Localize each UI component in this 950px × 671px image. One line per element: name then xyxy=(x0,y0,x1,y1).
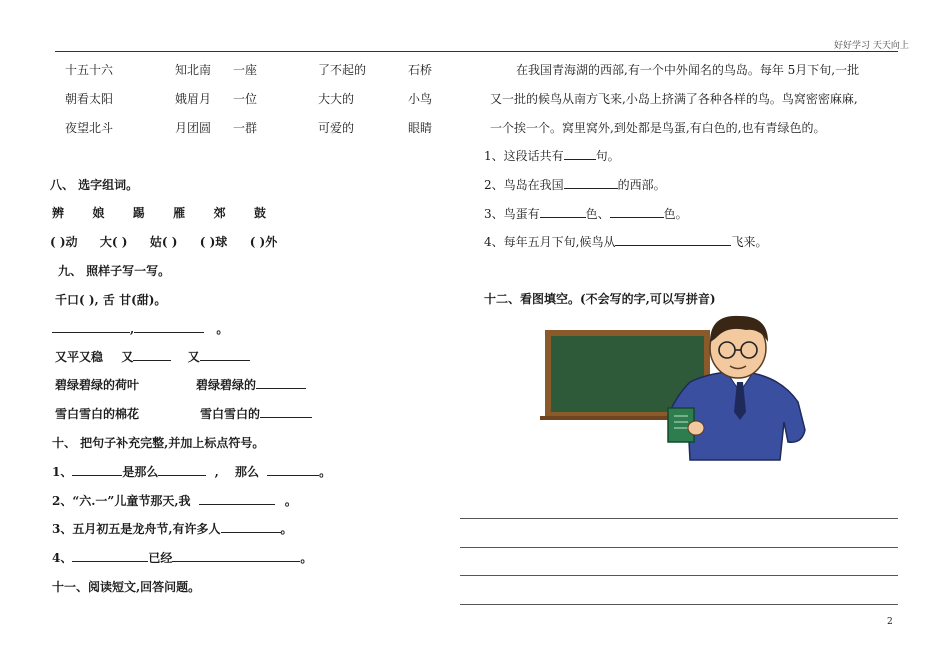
section11-title: 十一、阅读短文,回答问题。 xyxy=(52,580,201,594)
match-col5-item: 石桥 xyxy=(408,63,433,77)
prompt-text: 碧绿碧绿的 xyxy=(196,378,257,392)
char-option: 雁 xyxy=(173,206,186,220)
match-col3-item: 一座 xyxy=(233,63,258,77)
section8-blanks xyxy=(50,233,277,250)
match-col3-item: 一位 xyxy=(233,92,258,106)
question-text: 是那么 xyxy=(122,465,159,479)
writing-line[interactable] xyxy=(460,604,898,605)
match-col4-item: 可爱的 xyxy=(318,121,355,135)
section9-line1 xyxy=(52,320,228,337)
word-blank[interactable]: ( )外 xyxy=(249,235,278,249)
word-blank[interactable]: 姑( ) xyxy=(149,235,178,249)
question-text: 句。 xyxy=(595,149,620,163)
example-text: 又平又稳 xyxy=(55,350,104,364)
period: 。 xyxy=(216,322,229,336)
section9-prompt3 xyxy=(196,376,306,393)
match-col2-item: 娥眉月 xyxy=(175,92,212,106)
char-option: 辨 xyxy=(52,206,65,220)
match-col5-item: 小鸟 xyxy=(408,92,433,106)
passage-line: 又一批的候鸟从南方飞来,小岛上挤满了各种各样的鸟。鸟窝密密麻麻, xyxy=(490,92,858,106)
prompt-text: 又 xyxy=(187,350,200,364)
section10-q1 xyxy=(52,463,331,480)
word-blank[interactable]: ( )球 xyxy=(199,235,228,249)
answer-blank[interactable] xyxy=(133,348,171,361)
reading-q2 xyxy=(484,176,666,193)
question-text: 色、 xyxy=(585,207,610,221)
answer-blank[interactable] xyxy=(158,463,206,476)
header-motto: 好好学习 天天向上 xyxy=(834,41,909,51)
answer-blank[interactable] xyxy=(615,233,731,246)
period: 。 xyxy=(319,465,332,479)
section10-q4 xyxy=(52,549,312,566)
question-number: 4、 xyxy=(52,551,73,565)
question-text: 4、每年五月下旬,候鸟从 xyxy=(484,235,616,249)
writing-line[interactable] xyxy=(460,575,898,576)
reading-q1 xyxy=(484,147,620,164)
match-col4-item: 大大的 xyxy=(318,92,355,106)
char-option: 踢 xyxy=(132,206,145,220)
answer-blank[interactable] xyxy=(540,205,586,218)
section10-q2 xyxy=(52,492,297,509)
word-blank[interactable]: 大( ) xyxy=(99,235,128,249)
match-col4-item: 了不起的 xyxy=(318,63,367,77)
match-col1-item: 夜望北斗 xyxy=(65,121,114,135)
answer-blank[interactable] xyxy=(200,348,250,361)
answer-blank[interactable] xyxy=(72,549,148,562)
answer-blank[interactable] xyxy=(256,376,306,389)
answer-blank[interactable] xyxy=(564,147,596,160)
separator: , xyxy=(130,322,135,336)
match-col1-item: 十五十六 xyxy=(65,63,114,77)
question-text: 2、鸟岛在我国 xyxy=(484,178,564,192)
question-text: 已经 xyxy=(148,551,173,565)
section8-chars xyxy=(52,204,266,221)
char-option: 郊 xyxy=(213,206,226,220)
question-text: 3、五月初五是龙舟节,有许多人 xyxy=(52,522,221,536)
section9-title: 九、 照样子写一写。 xyxy=(58,264,171,278)
char-option: 鼓 xyxy=(253,206,266,220)
section10-q3 xyxy=(52,520,293,537)
question-text: 飞来。 xyxy=(731,235,768,249)
question-text: 的西部。 xyxy=(617,178,666,192)
question-text: 2、“六.一”儿童节那天,我 xyxy=(52,494,191,508)
match-col2-item: 知北南 xyxy=(175,63,212,77)
prompt-text: 又 xyxy=(121,350,134,364)
match-col1-item: 朝看太阳 xyxy=(65,92,114,106)
question-text: 3、鸟蛋有 xyxy=(484,207,540,221)
answer-blank[interactable] xyxy=(72,463,122,476)
period: 。 xyxy=(280,522,293,536)
section9-example4: 雪白雪白的棉花 xyxy=(55,407,140,421)
answer-blank[interactable] xyxy=(172,549,300,562)
period: 。 xyxy=(300,551,313,565)
question-number: 1、 xyxy=(52,465,73,479)
match-col3-item: 一群 xyxy=(233,121,258,135)
section10-title: 十、 把句子补充完整,并加上标点符号。 xyxy=(52,436,265,450)
section8-title: 八、 选字组词。 xyxy=(50,178,139,192)
header-rule xyxy=(55,51,898,52)
passage-line: 一个挨一个。窝里窝外,到处都是鸟蛋,有白色的,也有青绿色的。 xyxy=(490,121,826,135)
answer-blank[interactable] xyxy=(221,520,281,533)
match-col2-item: 月团圆 xyxy=(175,121,212,135)
section9-example1: 千口( ), 舌 甘(甜)。 xyxy=(55,293,167,307)
section12-title: 十二、看图填空。(不会写的字,可以写拼音) xyxy=(484,292,716,306)
question-text: 1、这段话共有 xyxy=(484,149,564,163)
separator: , xyxy=(214,465,219,479)
answer-blank[interactable] xyxy=(134,320,204,333)
question-text: 那么 xyxy=(234,465,259,479)
answer-blank[interactable] xyxy=(564,176,618,189)
prompt-text: 雪白雪白的 xyxy=(200,407,261,421)
answer-blank[interactable] xyxy=(610,205,664,218)
word-blank[interactable]: ( )动 xyxy=(50,235,78,249)
reading-q3 xyxy=(484,205,688,222)
match-col5-item: 眼睛 xyxy=(408,121,433,135)
section9-line2 xyxy=(55,348,250,365)
passage-line: 在我国青海湖的西部,有一个中外闻名的鸟岛。每年 5月下旬,一批 xyxy=(516,63,860,77)
answer-blank[interactable] xyxy=(260,405,312,418)
period: 。 xyxy=(284,494,297,508)
answer-blank[interactable] xyxy=(52,320,130,333)
writing-line[interactable] xyxy=(460,547,898,548)
reading-q4 xyxy=(484,233,767,250)
page-number: 2 xyxy=(887,617,893,627)
teacher-illustration xyxy=(540,312,810,462)
section9-prompt4 xyxy=(200,405,312,422)
answer-blank[interactable] xyxy=(267,463,319,476)
teacher-hand xyxy=(688,421,704,435)
question-text: 色。 xyxy=(663,207,688,221)
writing-line[interactable] xyxy=(460,518,898,519)
section9-example3: 碧绿碧绿的荷叶 xyxy=(55,378,140,392)
answer-blank[interactable] xyxy=(199,492,275,505)
char-option: 娘 xyxy=(92,206,105,220)
